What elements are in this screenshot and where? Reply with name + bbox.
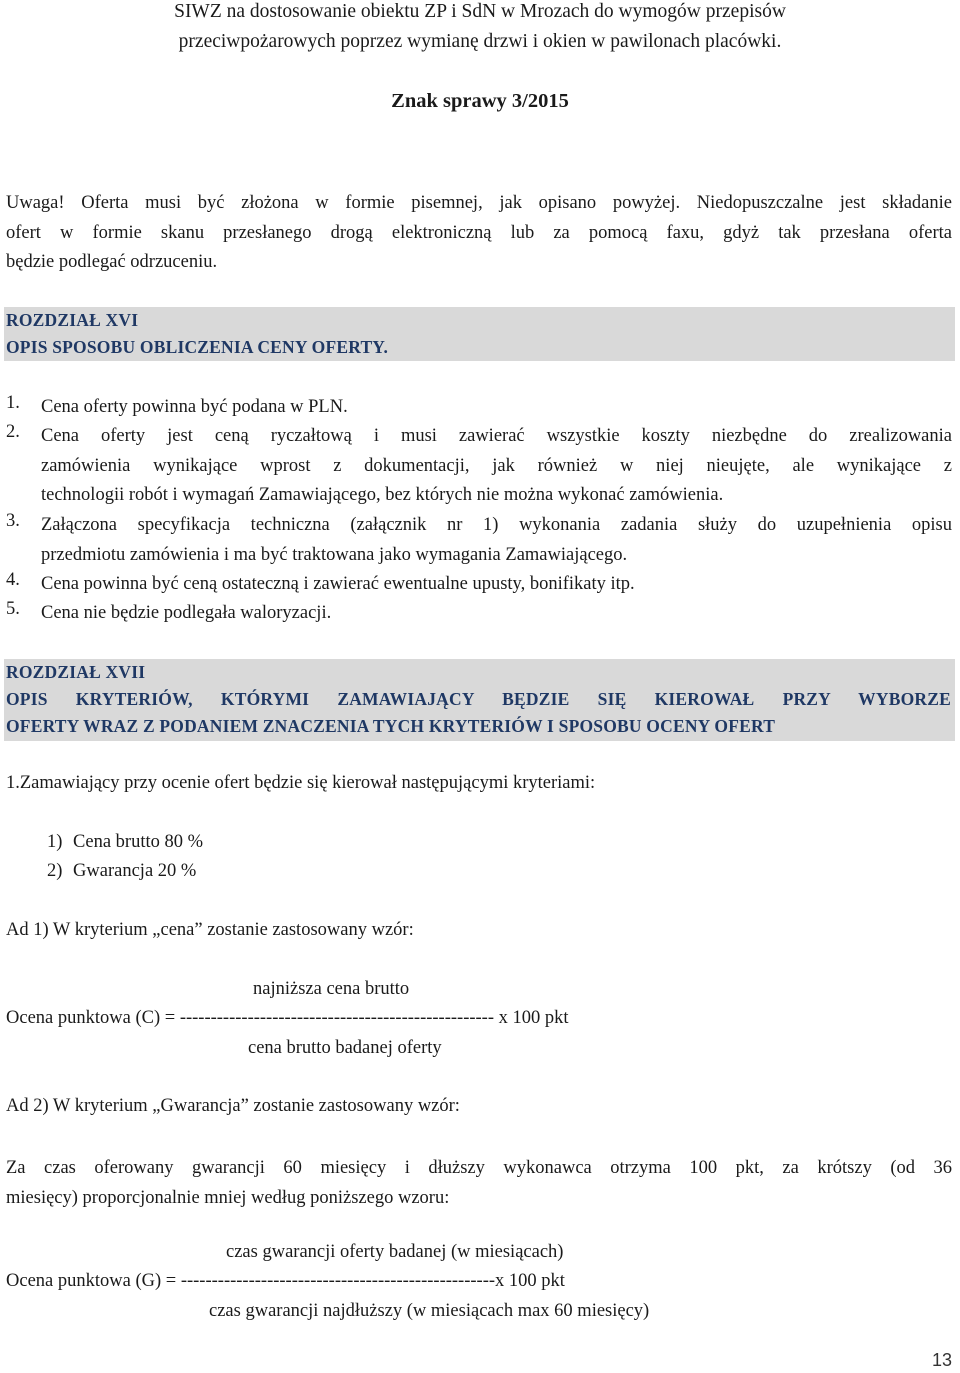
criteria-intro: 1.Zamawiający przy ocenie ofert będzie się kierował następującymi kryteriami: bbox=[6, 773, 596, 793]
warning-line-1: Uwaga! Oferta musi być złożona w formie pisemnej, jak opisano powyżej. Niedopuszczalne jest składanie bbox=[6, 193, 952, 213]
formula-1-numerator: najniższa cena brutto bbox=[253, 979, 410, 999]
section-16-chapter: ROZDZIAŁ XVI bbox=[6, 310, 139, 330]
list-item-text: Cena nie będzie podlegała waloryzacji. bbox=[41, 603, 332, 623]
criterion-item bbox=[47, 832, 203, 853]
formula-2-label: Ocena punktowa (G) = bbox=[6, 1271, 181, 1291]
formula-2-line bbox=[6, 1271, 565, 1292]
warranty-line-1: Za czas oferowany gwarancji 60 miesięcy i dłuższy wykonawca otrzyma 100 pkt, za krótszy (od 36 bbox=[6, 1158, 952, 1178]
document-header-line-1: SIWZ na dostosowanie obiektu ZP i SdN w Mrozach do wymogów przepisów bbox=[174, 1, 786, 22]
criterion-text: Cena brutto 80 % bbox=[73, 832, 204, 852]
criterion-item bbox=[47, 861, 196, 882]
list-item-text: Cena powinna być ceną ostateczną i zawierać ewentualne upusty, bonifikaty itp. bbox=[41, 574, 635, 594]
section-16-title: OPIS SPOSOBU OBLICZENIA CENY OFERTY. bbox=[6, 337, 389, 357]
list-item-number: 2. bbox=[6, 422, 20, 442]
warning-paragraph bbox=[6, 189, 952, 278]
list-item-number: 5. bbox=[6, 599, 20, 619]
case-number: Znak sprawy 3/2015 bbox=[391, 90, 569, 112]
section-17-title-line-1 bbox=[6, 689, 951, 710]
formula-2-denominator: czas gwarancji najdłuższy (w miesiącach max 60 miesięcy) bbox=[209, 1301, 650, 1321]
formula-1-line bbox=[6, 1008, 569, 1029]
warning-line-2: ofert w formie skanu przesłanego drogą elektroniczną lub za pomocą faxu, gdyż tak przesłana oferta bbox=[6, 222, 952, 243]
ad2-heading: Ad 2) W kryterium „Gwarancja” zostanie zastosowany wzór: bbox=[6, 1096, 460, 1116]
list-item-text: technologii robót i wymagań Zamawiającego, bez których nie można wykonać zamówienia. bbox=[41, 485, 724, 505]
list-item-number: 1. bbox=[6, 393, 20, 413]
list-item-text: Załączona specyfikacja techniczna (załącznik nr 1) wykonania zadania służy do uzupełnienia opisu bbox=[41, 515, 952, 535]
criterion-text: Gwarancja 20 % bbox=[73, 861, 197, 881]
formula-1-multiplier: x 100 pkt bbox=[494, 1008, 569, 1028]
list-item-text: Cena oferty powinna być podana w PLN. bbox=[41, 397, 348, 417]
section-17-chapter: ROZDZIAŁ XVII bbox=[6, 662, 146, 682]
criterion-number: 2) bbox=[47, 861, 63, 881]
list-item-text: Cena oferty jest ceną ryczałtową i musi zawierać wszystkie koszty niezbędne do zrealizowania bbox=[41, 426, 952, 446]
formula-1-denominator: cena brutto badanej oferty bbox=[248, 1038, 442, 1058]
criterion-number: 1) bbox=[47, 832, 63, 852]
warranty-line-2: miesięcy) proporcjonalnie mniej według poniższego wzoru: bbox=[6, 1187, 450, 1208]
section-17-title-line-2: OFERTY WRAZ Z PODANIEM ZNACZENIA TYCH KRYTERIÓW I SPOSOBU OCENY OFERT bbox=[6, 716, 776, 736]
list-item-text: przedmiotu zamówienia i ma być traktowana jako wymagania Zamawiającego. bbox=[41, 544, 628, 565]
list-item-number: 4. bbox=[6, 570, 20, 590]
formula-2-fraction-bar: --------------------------------------------------- bbox=[180, 1271, 496, 1291]
formula-1-fraction-bar: --------------------------------------------------- bbox=[179, 1008, 495, 1028]
warranty-paragraph bbox=[6, 1154, 952, 1213]
list-item-text: zamówienia wynikające wprost z dokumentacji, jak również w niej nieujęte, ale wynikające z bbox=[41, 455, 952, 476]
document-header-line-2: przeciwpożarowych poprzez wymianę drzwi i okien w pawilonach placówki. bbox=[178, 31, 782, 52]
section-17-title-text: OPIS KRYTERIÓW, KTÓRYMI ZAMAWIAJĄCY BĘDZIE SIĘ KIEROWAŁ PRZY WYBORZE bbox=[6, 689, 951, 709]
list-item-number: 3. bbox=[6, 511, 20, 531]
formula-1-label: Ocena punktowa (C) = bbox=[6, 1008, 180, 1028]
page-number: 13 bbox=[931, 1350, 952, 1370]
warning-line-3: będzie podlegać odrzuceniu. bbox=[6, 252, 218, 272]
ad1-heading: Ad 1) W kryterium „cena” zostanie zastosowany wzór: bbox=[6, 920, 414, 940]
formula-2-multiplier: x 100 pkt bbox=[495, 1271, 565, 1291]
formula-2-numerator: czas gwarancji oferty badanej (w miesiącach) bbox=[226, 1242, 564, 1262]
